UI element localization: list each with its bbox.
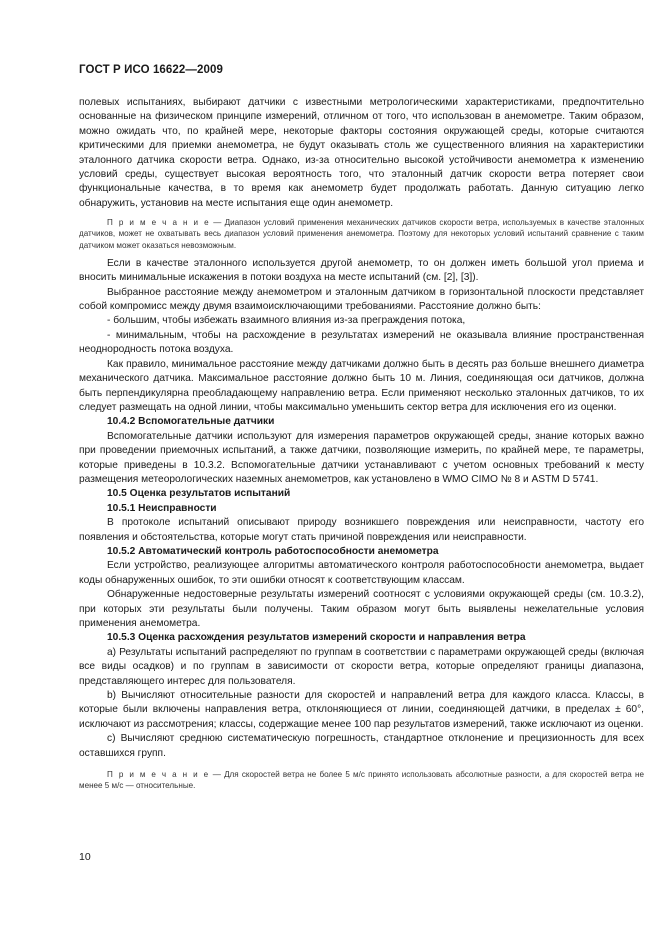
note-label: П р и м е ч а н и е xyxy=(107,218,211,228)
note-label: П р и м е ч а н и е xyxy=(107,770,210,780)
paragraph-faults: В протоколе испытаний описывают природу возникшего повреждения или неисправности, частоту его появления и обстоятельства, которые могут стать причиной повреждения или неисправности. xyxy=(79,517,644,543)
list-item-large: - большим, чтобы избежать взаимного влияния из-за преграждения потока, xyxy=(107,315,466,327)
document-header: ГОСТ Р ИСО 16622—2009 xyxy=(79,64,224,76)
list-item-a: a) Результаты испытаний распределяют по группам в соответствии с параметрами окружающей среды (включая все виды осадков) и по группам в зависимости от скорости ветра, которые определяют границы диапазона, представляющего интерес для пользователя. xyxy=(79,646,644,687)
paragraph-invalid-results: Обнаруженные недостоверные результаты измерений соотносят с условиями окружающей среды (см. 10.3.2), при которых эти результаты были получены. Таким образом могут быть выявлены нежелательные условия применения анемометра. xyxy=(79,589,644,630)
note-text: — Для скоростей ветра не более 5 м/с принято использовать абсолютные разности, а для скоростей ветра не менее 5 м/с — относительные. xyxy=(79,770,644,791)
section-heading-10-5-1: 10.5.1 Неисправности xyxy=(107,502,217,514)
note-2 xyxy=(79,769,644,791)
page-number: 10 xyxy=(79,851,91,863)
paragraph-min-distance: Как правило, минимальное расстояние между датчиками должно быть в десять раз больше внешнего диаметра механического датчика. Максимальное расстояние должно быть 10 м. Линия, соединяющая оси датчиков, должна быть перпендикулярна преобладающему направлению ветра. Если применяют несколько эталонных датчиков, то их следует размещать на одной линии, чтобы максимально уменьшить сектор ветра для исключения его из оценки. xyxy=(79,358,644,413)
section-heading-10-5-3: 10.5.3 Оценка расхождения результатов измерений скорости и направления ветра xyxy=(107,632,526,644)
section-heading-10-4-2: 10.4.2 Вспомогательные датчики xyxy=(107,416,275,428)
note-text: — Диапазон условий применения механических датчиков скорости ветра, используемых в качестве эталонных датчиков, может не охватывать весь диапазон условий применения анемометра. Поэтому для некоторых условий испытаний сравнение с таким датчиком может оказаться невозможным. xyxy=(79,218,644,250)
list-item-minimal: - минимальным, чтобы на расхождение в результатах измерений не оказывала влияние пространственная неоднородность потока воздуха. xyxy=(79,329,644,356)
paragraph-error-codes: Если устройство, реализующее алгоритмы автоматического контроля работоспособности анемометра, выдает коды обнаруженных ошибок, то эти ошибки относят к соответствующим классам. xyxy=(79,560,644,586)
paragraph-reference-anemometer: Если в качестве эталонного используется другой анемометр, то он должен иметь большой угол приема и вносить минимальные искажения в потоки воздуха на месте испытаний (см. [2], [3]). xyxy=(79,257,644,284)
paragraph-distance: Выбранное расстояние между анемометром и эталонным датчиком в горизонтальной плоскости представляет собой компромисс между двумя взаимоисключающими требованиями. Расстояние должно быть: xyxy=(79,286,644,313)
section-heading-10-5: 10.5 Оценка результатов испытаний xyxy=(107,488,291,500)
note-1 xyxy=(79,217,644,251)
paragraph-auxiliary-sensors: Вспомогательные датчики используют для измерения параметров окружающей среды, знание которых важно при проведении приемочных испытаний, а также датчики, позволяющие измерить, по крайней мере, те параметры, которые приведены в 10.3.2. Вспомогательные датчики устанавливают с учетом основных требований к месту размещения метеорологических наземных анемометров, как установлено в WMO CIMO № 8 и ASTM D 5741. xyxy=(79,430,644,485)
document-body xyxy=(79,96,644,797)
section-heading-10-5-2: 10.5.2 Автоматический контроль работоспособности анемометра xyxy=(107,545,439,557)
list-item-c: c) Вычисляют среднюю систематическую погрешность, стандартное отклонение и прецизионность для всех оставшихся групп. xyxy=(79,733,644,759)
paragraph-continuation: полевых испытаниях, выбирают датчики с известными метрологическими характеристиками, предпочтительно основанные на физическом принципе измерений, отличном от того, что использован в анемометре. Таким образом, можно ожидать что, по крайней мере, некоторые факторы состояния окружающей среды, которые считаются критическими для приемки анемометра, не будут оказывать столь же существенного влияния на характеристики эталонного датчика скорости ветра. Однако, из-за относительно высокой устойчивости анемометра к изменению условий среды, существует высокая вероятность того, что эталонный датчик скорости ветра потеряет свои функциональные качества, в то время как анемометр будет продолжать работать. Данную ситуацию легко обнаружить, установив на месте испытания еще один анемометр. xyxy=(79,97,644,209)
list-item-b: b) Вычисляют относительные разности для скоростей и направлений ветра для каждого класса. Классы, в которые были включены направления ветра, отклоняющиеся от линии, соединяющей датчики, в пределах ± 60°, исключают из рассмотрения; классы, содержащие менее 100 пар результатов измерений, также исключают из оценки. xyxy=(79,690,644,730)
